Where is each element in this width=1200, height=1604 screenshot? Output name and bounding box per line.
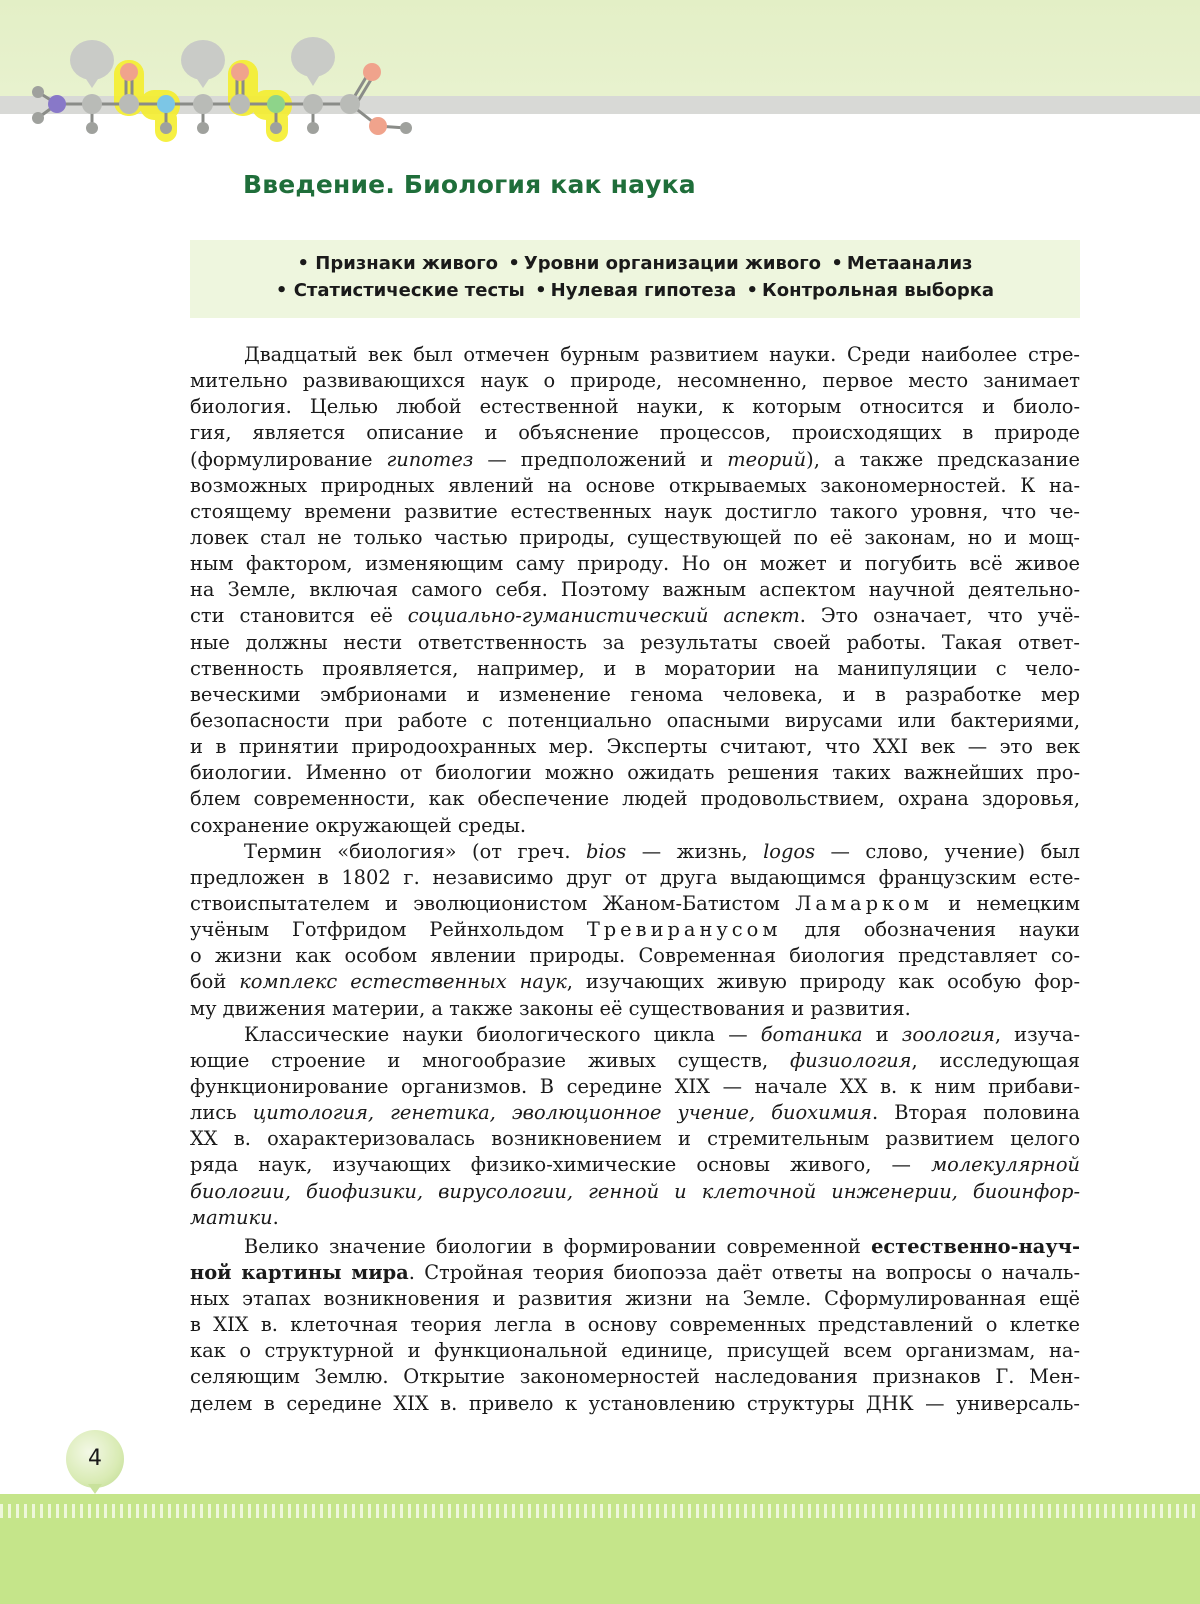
text-line: блем современности, как обеспечение людей продовольствием, охрана здоровья, — [190, 787, 1080, 811]
text-line: мительно развивающихся наук о природе, несомненно, первое место занимает — [190, 369, 1080, 393]
text-line: ственность проявляется, например, и в моратории на манипуляции с чело- — [190, 656, 1080, 680]
bullet: • — [535, 280, 547, 301]
text-run: . — [272, 1205, 279, 1229]
text-line: и в принятии природоохранных мер. Эксперты считают, что XXI век — это век — [190, 735, 1080, 759]
text-run: для обозначения науки — [781, 918, 1080, 942]
term-bold: ной картины мира — [190, 1260, 409, 1284]
text-run: Велико значение биологии в формировании современной — [244, 1234, 872, 1258]
text-line — [190, 1022, 1080, 1048]
text-run: , изуча- — [994, 1022, 1080, 1046]
keywords-line-1 — [190, 253, 1080, 274]
text-line: ных этапах возникновения и развития жизни на Земле. Сформулированная ещё — [190, 1287, 1080, 1311]
text-run: . Это означает, что учё- — [799, 604, 1080, 628]
text-line: гия, является описание и объяснение процессов, происходящих в природе — [190, 421, 1080, 445]
keywords-line-2 — [190, 280, 1080, 301]
text-line — [190, 603, 1080, 629]
keyword: Признаки живого — [315, 253, 499, 274]
text-run: и немецким — [932, 891, 1080, 915]
text-line — [190, 1260, 1080, 1286]
text-run: , исследующая — [911, 1048, 1080, 1072]
term-bold: естественно-науч- — [871, 1234, 1080, 1258]
paragraph-4 — [190, 1234, 1080, 1417]
bullet: • — [297, 253, 309, 274]
chapter-title: Введение. Биология как наука — [243, 170, 696, 199]
bullet: • — [275, 280, 288, 301]
text-line: функционирование организмов. В середине XIX — начале XX в. к ним прибави- — [190, 1074, 1080, 1098]
text-line: делем в середине XIX в. привело к установлению структуры ДНК — универсаль- — [190, 1391, 1080, 1415]
keyword: Уровни организации живого — [523, 253, 822, 274]
footer-stripes — [0, 1504, 1200, 1518]
text-line: веческими эмбрионами и изменение генома человека, и в разработке мер — [190, 682, 1080, 706]
text-run: учёным Готфридом Рейнхольдом — [190, 918, 587, 942]
text-line — [190, 447, 1080, 473]
bullet: • — [508, 253, 520, 274]
keyword: Статистические тесты — [293, 280, 525, 301]
term-italic: logos — [763, 839, 816, 863]
text-run: — предположений и — [473, 447, 728, 471]
bullet: • — [831, 253, 843, 274]
text-line: в XIX в. клеточная теория легла в основу современных представлений о клетке — [190, 1313, 1080, 1337]
name-spaced: Ламарком — [795, 891, 933, 915]
term-italic: гипотез — [386, 447, 474, 471]
term-italic: социально-гуманистический аспект — [407, 604, 800, 628]
text-line — [190, 1234, 1080, 1260]
text-line: как о структурной и функциональной единице, присущей всем организмам, на- — [190, 1339, 1080, 1363]
text-run: лись — [190, 1101, 253, 1125]
text-line: биологии. Именно от биологии можно ожидать решения таких важнейших про- — [190, 761, 1080, 785]
text-run: . Вторая половина — [872, 1101, 1080, 1125]
body-text — [190, 342, 1080, 1417]
term-italic: биологии, биофизики, вирусологии, генной и клеточной инженерии, биоинфор- — [190, 1179, 1080, 1203]
term-italic: комплекс естественных наук — [239, 970, 567, 994]
text-line: возможных природных явлений на основе открываемых закономерностей. К на- — [190, 473, 1080, 497]
text-line: XX в. охарактеризовалась возникновением и стремительным развитием целого — [190, 1127, 1080, 1151]
text-run: Классические науки биологического цикла — — [244, 1022, 761, 1046]
text-line: сохранение окружающей среды. — [190, 813, 527, 837]
text-run: — жизнь, — [626, 839, 764, 863]
page-number-pointer — [88, 1484, 102, 1494]
text-line: стоящему времени развитие естественных наук достигло такого уровня, что че- — [190, 499, 1080, 523]
text-run: ющие строение и многообразие живых существ, — [190, 1048, 790, 1072]
keyword: Контрольная выборка — [762, 280, 995, 301]
text-run: Термин «биология» (от греч. — [244, 839, 587, 863]
text-line — [190, 1205, 1080, 1231]
text-run: (формулирование — [190, 447, 387, 471]
text-line — [190, 1100, 1080, 1126]
text-run: . Стройная теория биопоэза даёт ответы на вопросы о началь- — [408, 1260, 1081, 1284]
text-run: и — [862, 1022, 902, 1046]
text-line: му движения материи, а также законы её существования и развития. — [190, 996, 911, 1020]
term-italic: ботаника — [760, 1022, 863, 1046]
text-line: предложен в 1802 г. независимо друг от друга выдающимся французским есте- — [190, 865, 1080, 889]
text-line: о жизни как особом явлении природы. Современная биология представляет со- — [190, 944, 1080, 968]
paragraph-3 — [190, 1022, 1080, 1231]
paragraph-1 — [190, 342, 1080, 839]
text-run: ряда наук, изучающих физико-химические основы живого, — — [190, 1153, 932, 1177]
name-spaced: Тревиранусом — [586, 918, 782, 942]
molecule-illustration — [0, 0, 430, 150]
text-line — [190, 839, 1080, 865]
term-italic: молекулярной — [931, 1153, 1080, 1177]
text-line — [190, 1152, 1080, 1178]
keywords-box — [190, 240, 1080, 318]
term-italic: физиология — [789, 1048, 912, 1072]
bullet: • — [746, 280, 759, 301]
text-line — [190, 917, 1080, 943]
keyword: Нулевая гипотеза — [550, 280, 737, 301]
term-italic: теорий — [727, 447, 807, 471]
text-line: безопасности при работе с потенциально опасными вирусами или бактериями, — [190, 708, 1080, 732]
term-italic: bios — [586, 839, 627, 863]
text-run: — слово, учение) был — [815, 839, 1080, 863]
text-line: биология. Целью любой естественной науки, к которым относится и биоло- — [190, 395, 1080, 419]
text-run: , изучающих живую природу как особую фор- — [566, 970, 1081, 994]
text-run: ствоиспытателем и эволюционистом Жаном-Батистом — [190, 891, 796, 915]
text-line: ным фактором, изменяющим саму природу. Но он может и погубить всё живое — [190, 552, 1080, 576]
text-run: бой — [190, 970, 240, 994]
text-line — [190, 969, 1080, 995]
text-line — [190, 891, 1080, 917]
text-line: селяющим Землю. Открытие закономерностей наследования признаков Г. Мен- — [190, 1365, 1080, 1389]
text-line: ные должны нести ответственность за результаты своей работы. Такая ответ- — [190, 630, 1080, 654]
text-line: Двадцатый век был отмечен бурным развитием науки. Среди наиболее стре- — [244, 343, 1080, 366]
text-line: на Земле, включая самого себя. Поэтому важным аспектом научной деятельно- — [190, 578, 1080, 602]
text-run: сти становится её — [190, 604, 408, 628]
text-run: ), а также предсказание — [806, 447, 1080, 471]
term-italic: цитология, генетика, эволюционное учение, биохимия — [252, 1101, 873, 1125]
page-number: 4 — [66, 1430, 124, 1488]
keyword: Метаанализ — [846, 253, 973, 274]
term-italic: зоология — [901, 1022, 995, 1046]
term-italic: матики — [190, 1205, 273, 1229]
paragraph-2 — [190, 839, 1080, 1022]
text-line — [190, 1048, 1080, 1074]
text-line — [190, 1179, 1080, 1205]
text-line: ловек стал не только частью природы, существующей по её законам, но и мощ- — [190, 525, 1080, 549]
